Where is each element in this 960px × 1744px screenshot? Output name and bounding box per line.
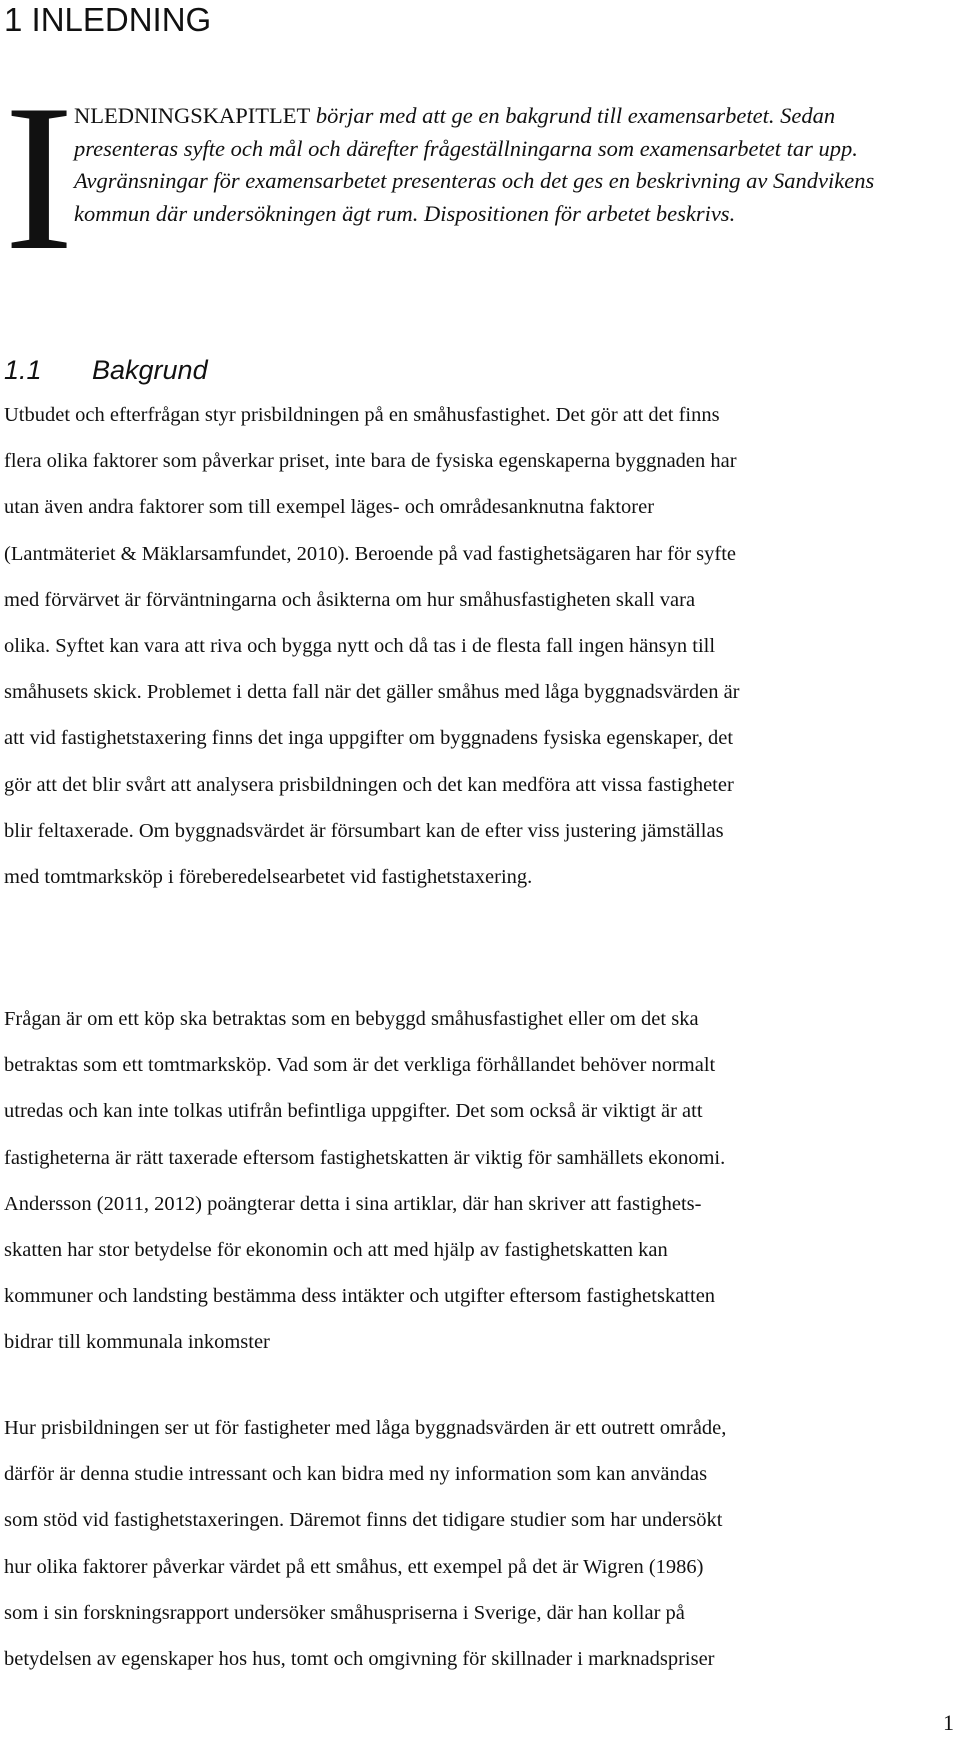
text-line: hur olika faktorer påverkar värdet på ett småhus, ett exempel på det är Wigren (1986) xyxy=(4,1555,704,1578)
intro-paragraph xyxy=(74,100,934,230)
body-paragraph-2 xyxy=(4,996,934,1366)
text-line: som stöd vid fastighetstaxeringen. Däremot finns det tidigare studier som har undersökt xyxy=(4,1509,723,1532)
text-line: betraktas som ett tomtmarksköp. Vad som är det verkliga förhållandet behöver normalt xyxy=(4,1054,716,1077)
intro-block xyxy=(4,62,934,294)
text-line: (Lantmäteriet & Mäklarsamfundet, 2010). Beroende på vad fastighetsägaren har för syfte xyxy=(4,542,737,565)
body-paragraph-1 xyxy=(4,392,934,900)
drop-cap: I xyxy=(4,62,74,294)
text-line: därför är denna studie intressant och kan bidra med ny information som kan användas xyxy=(4,1463,708,1486)
text-line: som i sin forskningsrapport undersöker småhuspriserna i Sverige, där han kollar på xyxy=(4,1601,685,1624)
text-line: kommuner och landsting bestämma dess intäkter och utgifter eftersom fastighetskatten xyxy=(4,1285,716,1308)
text-line: olika. Syftet kan vara att riva och bygga nytt och då tas i de flesta fall ingen hänsyn till xyxy=(4,635,716,658)
text-line: fastigheterna är rätt taxerade eftersom fastighetskatten är viktig för samhällets ekonomi. xyxy=(4,1146,726,1169)
text-line: att vid fastighetstaxering finns det inga uppgifter om byggnadens fysiska egenskaper, det xyxy=(4,727,734,750)
section-title: Bakgrund xyxy=(92,355,208,385)
section-heading xyxy=(4,352,208,388)
text-line: Andersson (2011, 2012) poängterar detta i sina artiklar, där han skriver att fastighets- xyxy=(4,1192,702,1215)
body-paragraph-3 xyxy=(4,1405,934,1682)
text-line: utredas och kan inte tolkas utifrån befintliga uppgifter. Det som också är viktigt är att xyxy=(4,1100,703,1123)
text-line: med förvärvet är förväntningarna och åsikterna om hur småhusfastigheten skall vara xyxy=(4,588,696,611)
text-line: Frågan är om ett köp ska betraktas som en bebyggd småhusfastighet eller om det ska xyxy=(4,1008,699,1030)
text-line: småhusets skick. Problemet i detta fall när det gäller småhus med låga byggnadsvärden är xyxy=(4,681,740,704)
intro-text: börjar med att ge en bakgrund till examensarbetet. Sedan presenteras syfte och mål och därefter frågeställningarna som examensarbetet tar upp. Avgränsningar för examensarbetet presenteras och det ges en beskrivning av Sandvikens kommun där undersökningen ägt rum. Dispositionen för arbetet beskrivs. xyxy=(74,103,875,226)
text-line: utan även andra faktorer som till exempel läges- och områdesanknutna faktorer xyxy=(4,496,655,519)
text-line: gör att det blir svårt att analysera prisbildningen och det kan medföra att vissa fastigheter xyxy=(4,773,734,796)
section-number: 1.1 xyxy=(4,355,42,385)
text-line: betydelsen av egenskaper hos hus, tomt och omgivning för skillnader i marknadspriser xyxy=(4,1648,715,1671)
page-number: 1 xyxy=(943,1710,954,1735)
intro-lead-word: NLEDNINGSKAPITLET xyxy=(74,103,311,128)
text-line: med tomtmarksköp i föreberedelsearbetet vid fastighetstaxering. xyxy=(4,866,533,889)
text-line: bidrar till kommunala inkomster xyxy=(4,1331,270,1354)
text-line: skatten har stor betydelse för ekonomin och att med hjälp av fastighetskatten kan xyxy=(4,1239,668,1262)
chapter-title: 1 INLEDNING xyxy=(4,1,212,38)
text-line: blir feltaxerade. Om byggnadsvärdet är försumbart kan de efter viss justering jämställas xyxy=(4,819,724,842)
text-line: Hur prisbildningen ser ut för fastigheter med låga byggnadsvärden är ett outrett område, xyxy=(4,1417,727,1439)
text-line: flera olika faktorer som påverkar priset, inte bara de fysiska egenskaperna byggnaden har xyxy=(4,450,737,473)
text-line: Utbudet och efterfrågan styr prisbildningen på en småhusfastighet. Det gör att det finns xyxy=(4,404,720,426)
